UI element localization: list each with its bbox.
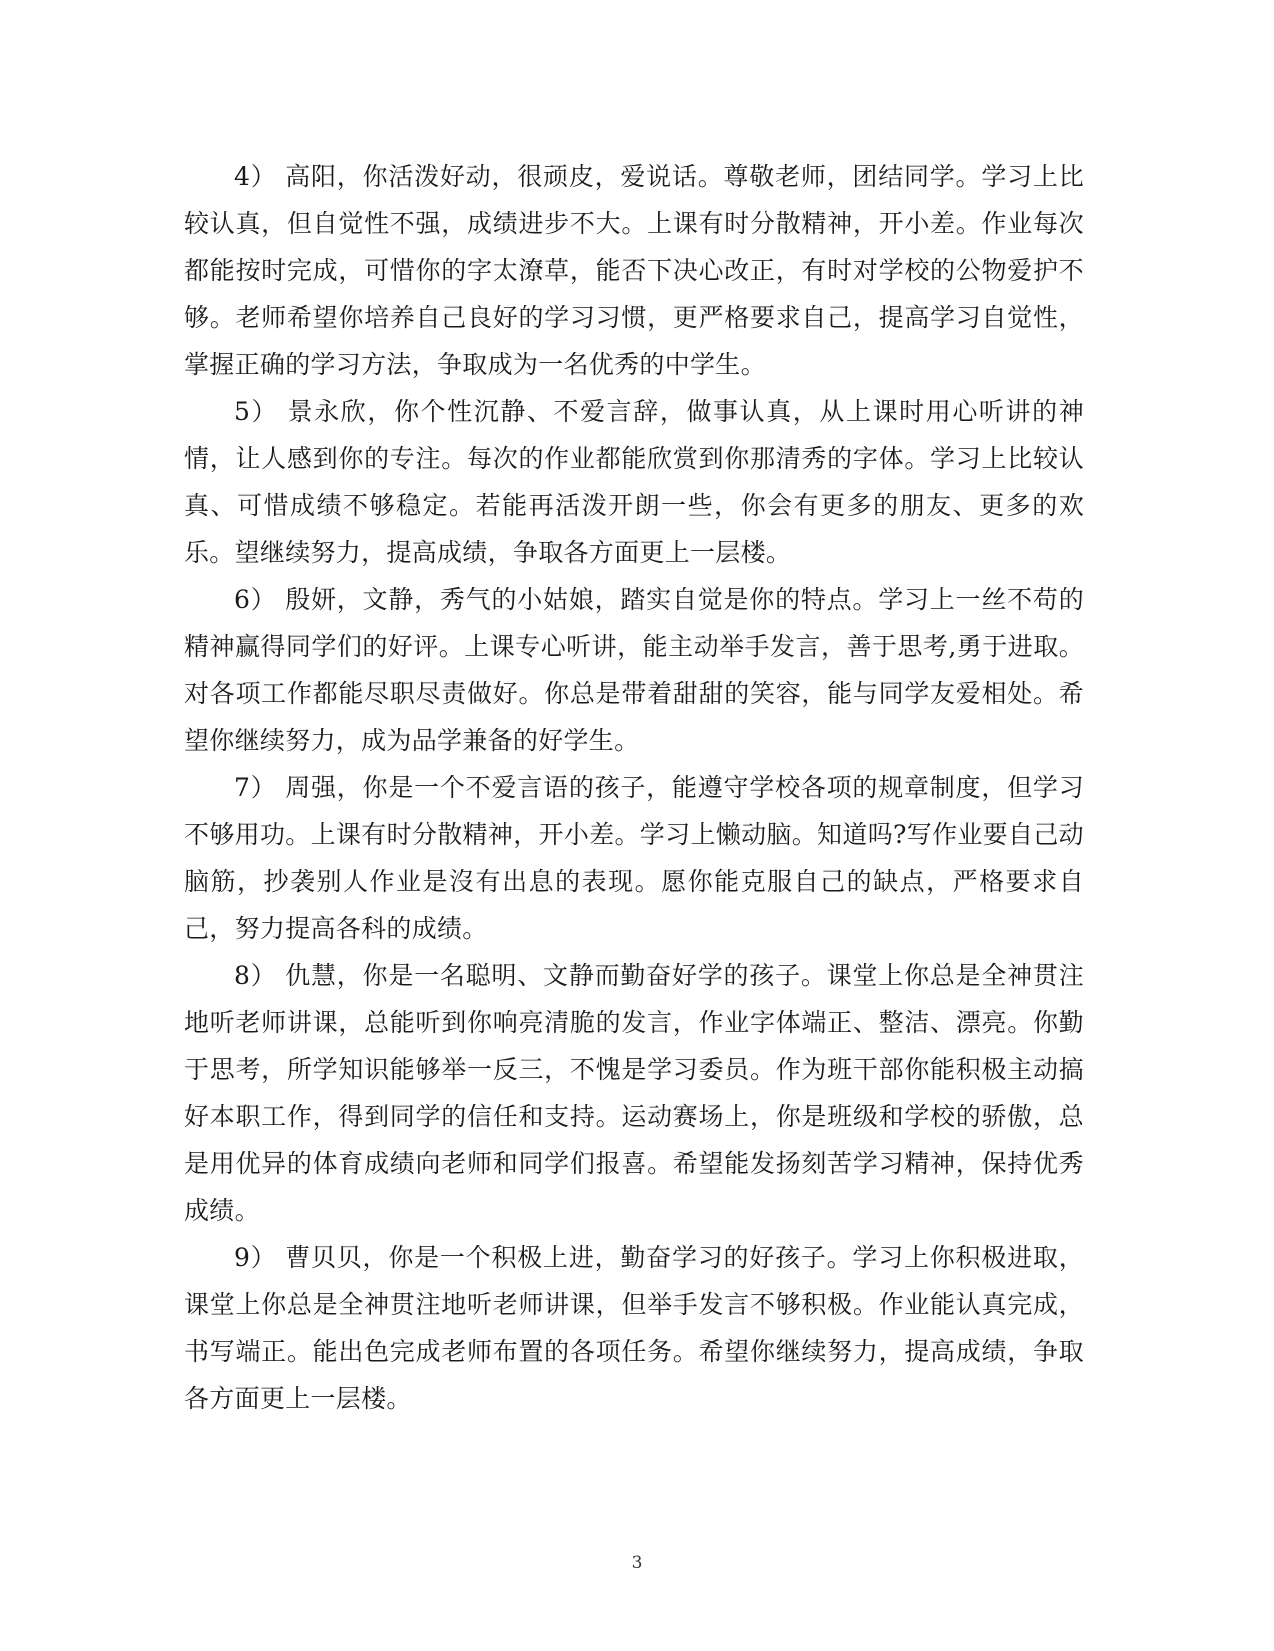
document-body <box>184 153 1084 1422</box>
paragraph-comment-5: 5） 景永欣，你个性沉静、不爱言辞，做事认真，从上课时用心听讲的神情，让人感到你的专注。每次的作业都能欣赏到你那清秀的字体。学习上比较认真、可惜成绩不够稳定。若能再活泼开朗一些，你会有更多的朋友、更多的欢乐。望继续努力，提高成绩，争取各方面更上一层楼。 <box>184 397 1084 567</box>
page-number: 3 <box>631 1553 643 1573</box>
paragraph-comment-4: 4） 高阳，你活泼好动，很顽皮，爱说话。尊敬老师，团结同学。学习上比较认真，但自觉性不强，成绩进步不大。上课有时分散精神，开小差。作业每次都能按时完成，可惜你的字太潦草，能否下决心改正，有时对学校的公物爱护不够。老师希望你培养自己良好的学习习惯，更严格要求自己，提高学习自觉性，掌握正确的学习方法，争取成为一名优秀的中学生。 <box>184 162 1084 379</box>
paragraph-comment-7: 7） 周强，你是一个不爱言语的孩子，能遵守学校各项的规章制度，但学习不够用功。上课有时分散精神，开小差。学习上懒动脑。知道吗?写作业要自己动脑筋，抄袭别人作业是沒有出息的表现。愿你能克服自己的缺点，严格要求自己，努力提高各科的成绩。 <box>184 773 1084 943</box>
paragraph-comment-9: 9） 曹贝贝，你是一个积极上进，勤奋学习的好孩子。学习上你积极进取，课堂上你总是全神贯注地听老师讲课，但举手发言不够积极。作业能认真完成，书写端正。能出色完成老师布置的各项任务。希望你继续努力，提高成绩，争取各方面更上一层楼。 <box>184 1243 1084 1413</box>
paragraph-comment-6: 6） 殷妍，文静，秀气的小姑娘，踏实自觉是你的特点。学习上一丝不苟的精神赢得同学们的好评。上课专心听讲，能主动举手发言，善于思考,勇于进取。对各项工作都能尽职尽责做好。你总是带着甜甜的笑容，能与同学友爱相处。希望你继续努力，成为品学兼备的好学生。 <box>184 585 1084 755</box>
paragraph-comment-8: 8） 仇慧，你是一名聪明、文静而勤奋好学的孩子。课堂上你总是全神贯注地听老师讲课，总能听到你响亮清脆的发言，作业字体端正、整洁、漂亮。你勤于思考，所学知识能够举一反三，不愧是学习委员。作为班干部你能积极主动搞好本职工作，得到同学的信任和支持。运动赛场上，你是班级和学校的骄傲，总是用优异的体育成绩向老师和同学们报喜。希望能发扬刻苦学习精神，保持优秀成绩。 <box>184 961 1084 1225</box>
